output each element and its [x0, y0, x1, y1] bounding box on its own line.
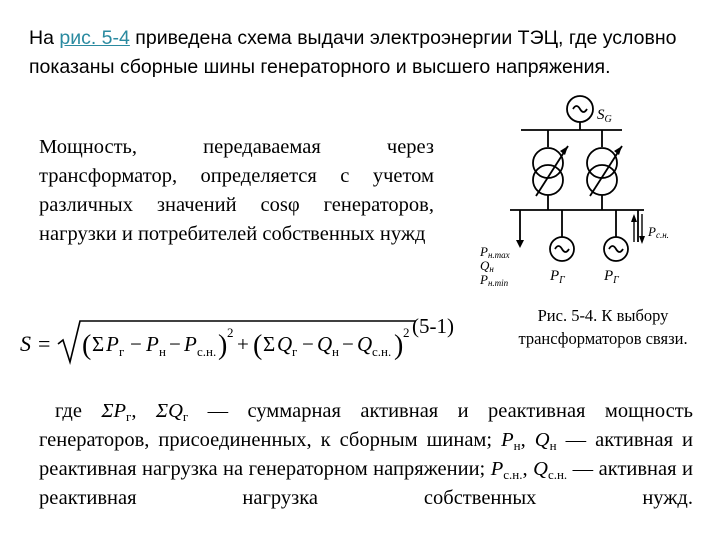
formula-sub-g2: г [292, 344, 298, 359]
transformer-right-lower [587, 165, 617, 195]
formula-p1: P [106, 332, 119, 356]
formula-square2: 2 [403, 325, 410, 340]
formula-close2: ) [394, 330, 404, 361]
formula-q3: Q [357, 332, 373, 356]
def-qsn: Q [533, 458, 548, 480]
label-pg-left: $P_Г$ [550, 268, 565, 286]
label-p-sn: Pс.н. [648, 224, 669, 240]
formula-minus2: − [169, 332, 181, 356]
formula-sub-g1: г [119, 344, 125, 359]
equation-number: (5-1) [412, 314, 454, 338]
label-sg: $S_G$ [597, 107, 612, 125]
formula-equals: = [38, 331, 51, 356]
def-qn-sub: н [549, 438, 557, 453]
transformer-left-lower [533, 165, 563, 195]
formula-sub-sn1: с.н. [197, 344, 217, 359]
figure-link[interactable]: рис. 5-4 [59, 27, 130, 49]
def-pn-sub: н [513, 438, 521, 453]
def-sq-sub: г [182, 409, 189, 424]
formula-lhs: S [20, 331, 31, 356]
formula-minus4: − [342, 332, 354, 356]
intro-after-link: приведена схема выдачи электроэнергии ТЭЦ, где условно показаны сборные шины генераторного и высшего напряжения. [29, 27, 677, 78]
formula-q2: Q [317, 332, 333, 356]
right-generator-wave [609, 246, 623, 252]
formula-open1: ( [82, 330, 92, 361]
left-arrow-head [560, 146, 568, 155]
formula-minus1: − [130, 332, 142, 356]
label-pn-min: Pн.min [480, 272, 509, 288]
def-comma1: , [131, 400, 156, 422]
def-comma2: , [520, 429, 535, 451]
formula-sigma1: Σ [92, 332, 105, 356]
left-generator-wave [555, 246, 569, 252]
def-qsn-sub: с.н. [547, 467, 568, 482]
power-paragraph-text: Мощность, передаваемая через трансформатор, определяется с учетом различных значений cosφ генераторов, нагрузки и потребителей собственных нужд [39, 136, 434, 245]
def-lead: где [55, 400, 102, 422]
caption-line-2: трансформаторов связи. [518, 329, 688, 348]
power-scheme-diagram [476, 92, 698, 292]
def-psn: P [490, 458, 504, 480]
formula-sub-n1: н [159, 344, 166, 359]
figure-caption [493, 304, 713, 350]
load-arrow-head [516, 240, 524, 248]
formula-sigma2: Σ [263, 332, 276, 356]
def-sq: ΣQ [155, 400, 183, 422]
formula-p3: P [184, 332, 197, 356]
top-generator-wave [573, 106, 587, 112]
formula-sub-sn2: с.н. [372, 344, 392, 359]
label-qn: Qн [480, 258, 494, 274]
formula-plus: + [237, 332, 249, 356]
caption-line-1: Рис. 5-4. К выбору [537, 306, 669, 325]
intro-before-link: На [29, 27, 60, 49]
def-psn-sub: с.н. [503, 467, 523, 482]
def-rest1: — суммарная активная и реактивная мощность генераторов, присоединенных, к сборным шинам; [39, 400, 694, 451]
def-sp: ΣP [101, 400, 127, 422]
def-pn: P [501, 429, 514, 451]
formula-p2: P [146, 332, 159, 356]
def-sp-sub: г [126, 409, 132, 424]
formula-square1: 2 [227, 325, 234, 340]
def-qn: Q [534, 429, 550, 451]
formula-5-1 [18, 318, 418, 370]
def-comma3: , [522, 458, 534, 480]
label-pg-right: $P_Г$ [604, 268, 619, 286]
def-rest2: — активная и реактивная нагрузка на генераторном напряжении; [39, 429, 694, 480]
transformer-left-upper [533, 148, 563, 178]
intro-paragraph [29, 24, 694, 82]
def-rest3: — активная и реактивная нагрузка собственных нужд. [39, 458, 694, 509]
formula-sub-n2: н [332, 344, 339, 359]
right-arrow-head [614, 146, 622, 155]
formula-q1: Q [277, 332, 293, 356]
transformer-right-upper [587, 148, 617, 178]
label-pn-max: Pн.max [480, 244, 510, 260]
power-paragraph [39, 133, 434, 249]
formula-minus3: − [302, 332, 314, 356]
formula-close1: ) [218, 330, 228, 361]
formula-open2: ( [253, 330, 263, 361]
definitions-paragraph [39, 397, 693, 513]
